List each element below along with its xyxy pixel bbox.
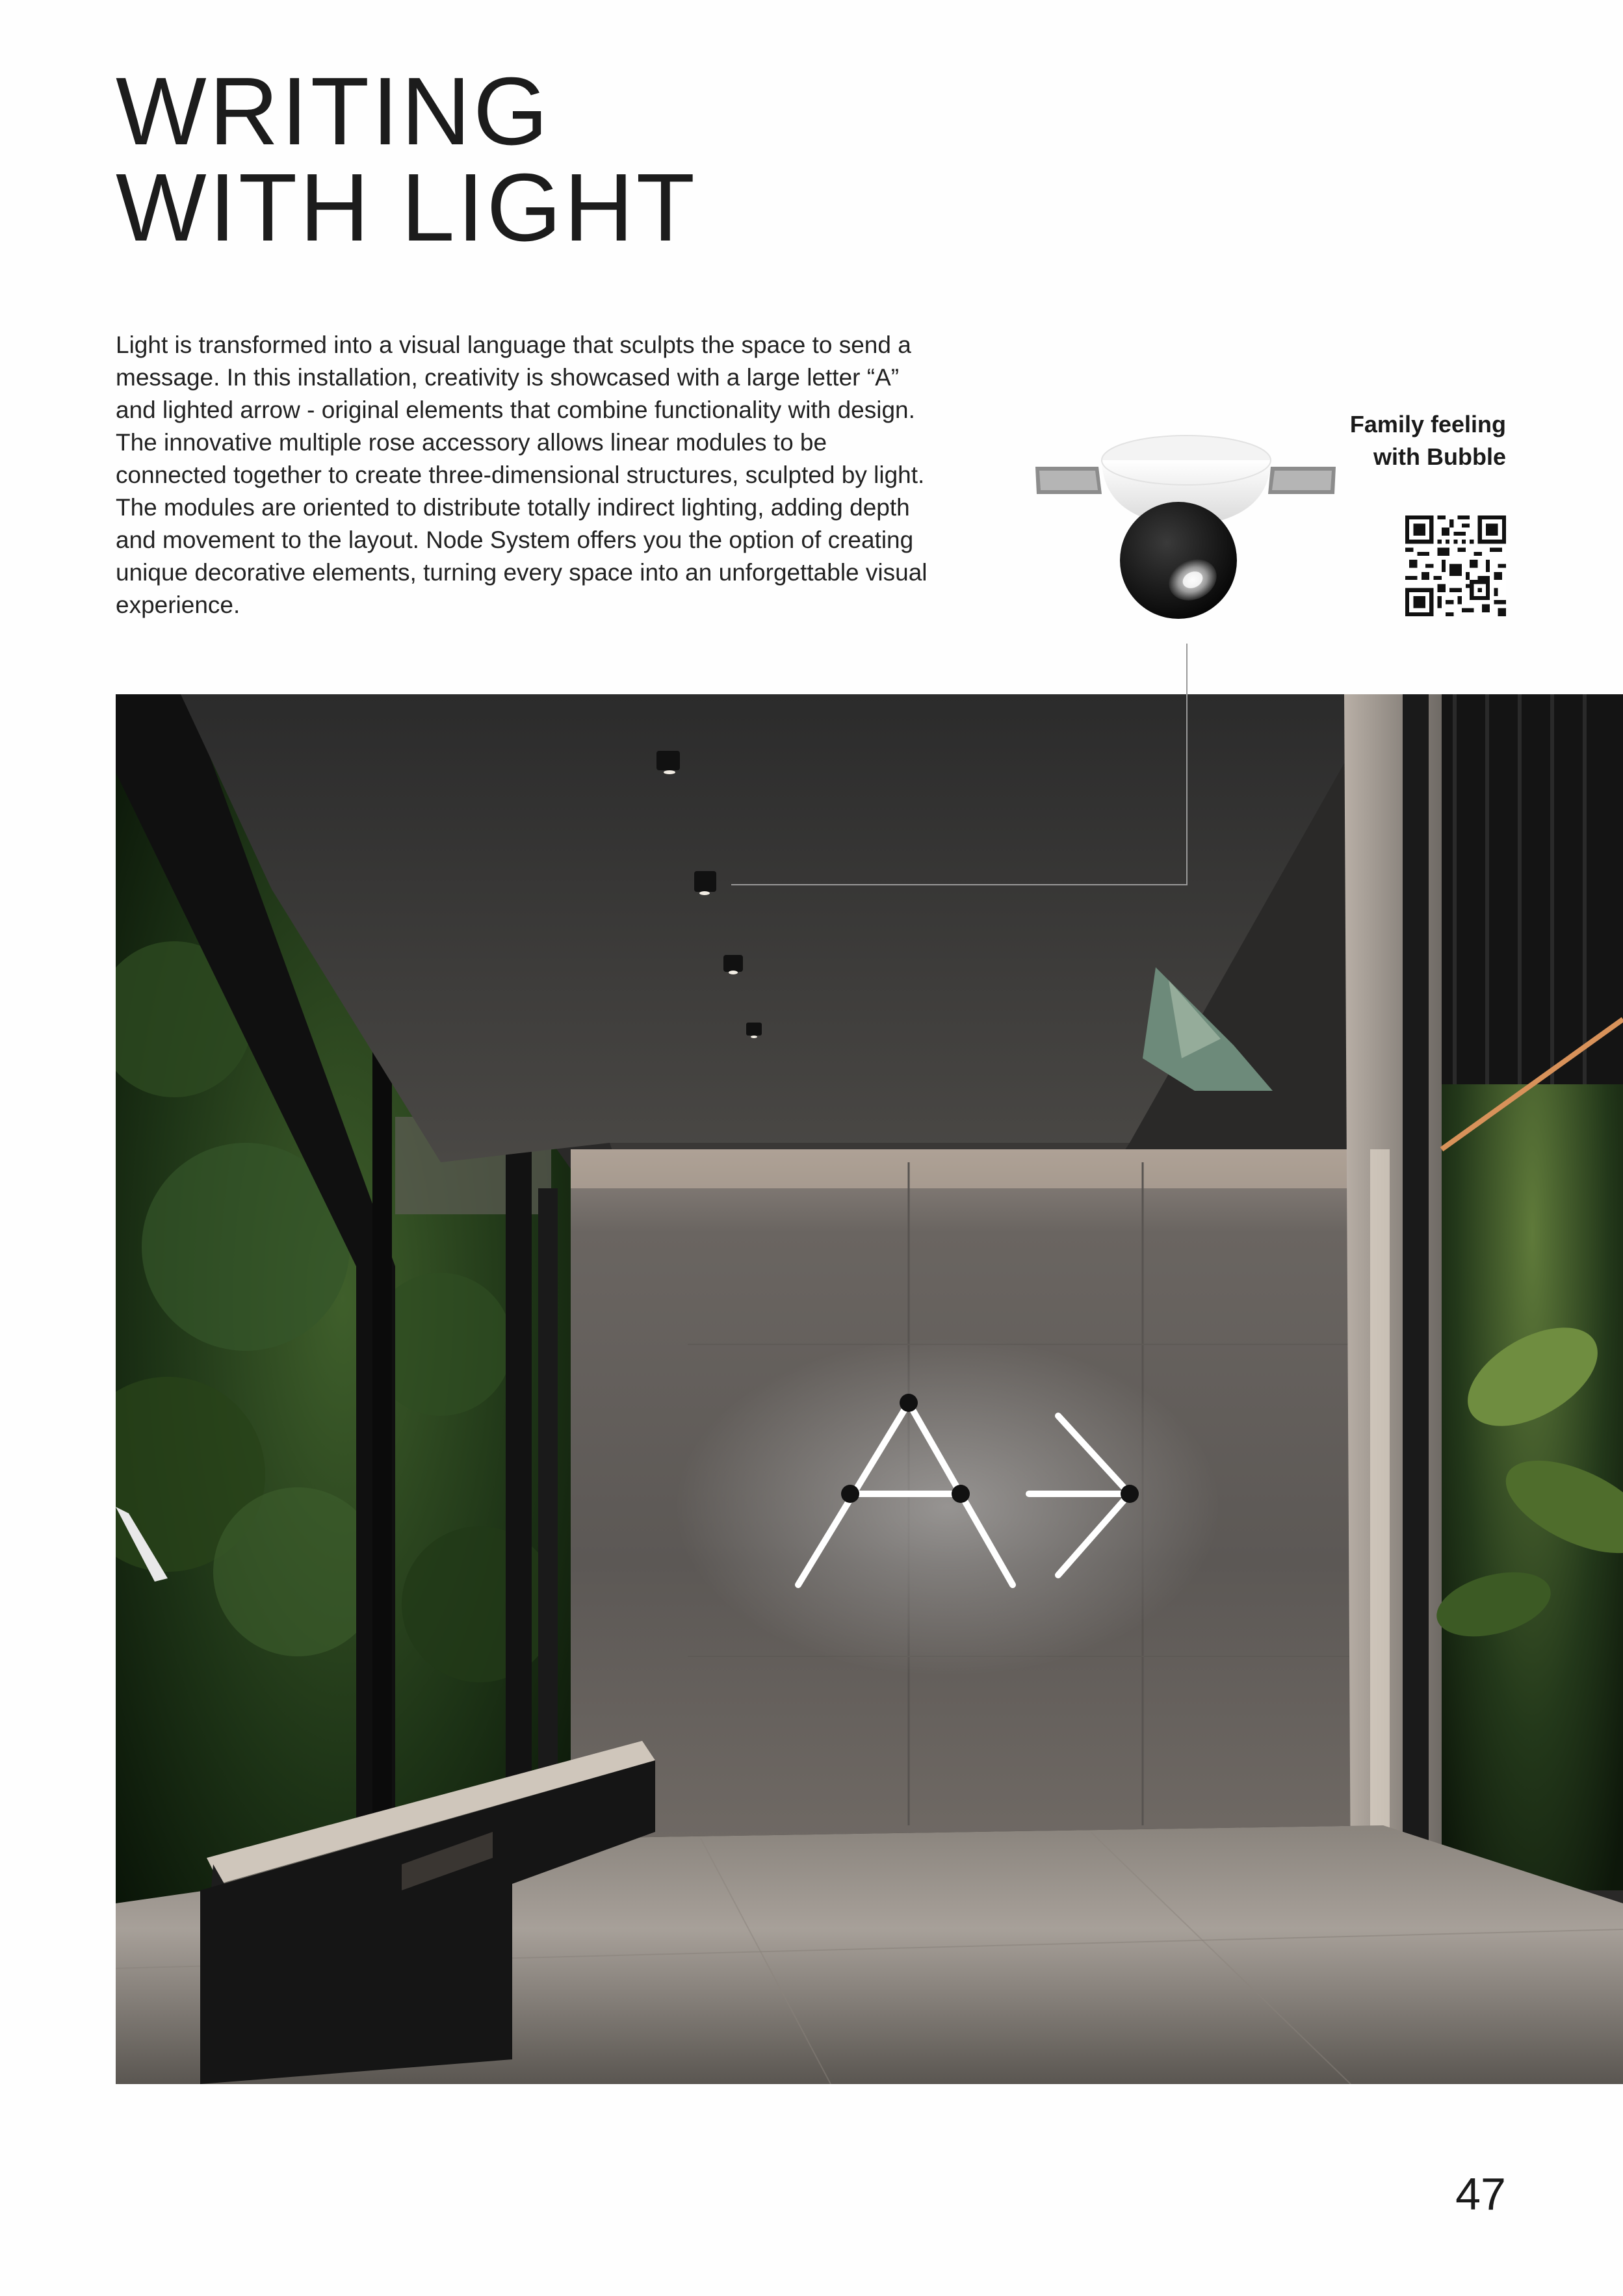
page-title (116, 58, 698, 261)
interior-photo (116, 694, 1623, 2084)
intro-paragraph: Light is transformed into a visual language that sculpts the space to send a message. In this installation, creativity is showcased with a large letter “A” and lighted arrow - original elements that combine functionality with design. The innovative multiple rose accessory allows linear modules to be connected together to create three-dimensional structures, sculpted by light. The modules are oriented to distribute totally indirect lighting, adding depth and movement to the layout. Node System offers you the option of creating unique decorative elements, turning every space into an unforgettable visual experience. (116, 332, 928, 618)
title-line-2: WITH LIGHT (116, 154, 698, 261)
caption-line-1: Family feeling (1349, 411, 1506, 437)
title-line-1: WRITING (116, 58, 551, 165)
caption-line-2: with Bubble (1373, 443, 1506, 470)
qr-code-icon[interactable] (1405, 515, 1506, 616)
page-number: 47 (1455, 2169, 1506, 2219)
bubble-spotlight-image (1030, 390, 1342, 631)
product-caption (1350, 408, 1506, 473)
